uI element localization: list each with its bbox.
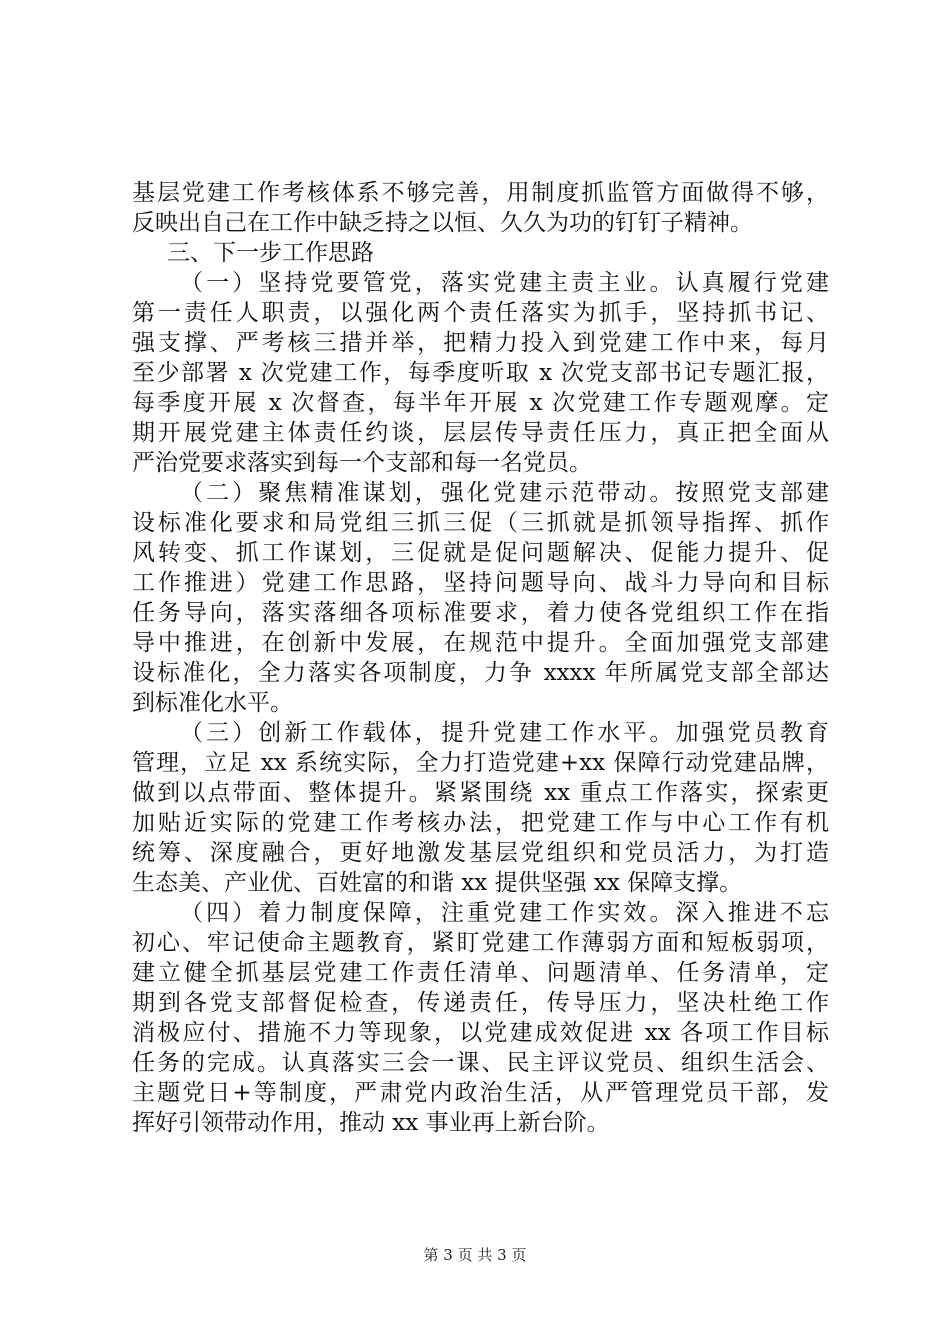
text-line: 期开展党建主体责任约谈，层层传导责任压力，真正把全面从 — [132, 420, 829, 446]
text-line: 建立健全抓基层党建工作责任清单、问题清单、任务清单，定 — [132, 960, 829, 986]
text-line: （二）聚焦精准谋划，强化党建示范带动。按照党支部建 — [180, 480, 829, 506]
text-line: 任务导向，落实落细各项标准要求，着力使各党组织工作在指 — [132, 600, 829, 626]
text-line: 期到各党支部督促检查，传递责任，传导压力，坚决杜绝工作 — [132, 990, 829, 1016]
text-line: 风转变、抓工作谋划，三促就是促问题解决、促能力提升、促 — [132, 540, 829, 566]
text-line: 强支撑、严考核三措并举，把精力投入到党建工作中来，每月 — [132, 330, 829, 356]
text-line: 三、下一步工作思路 — [167, 240, 374, 266]
text-line: 每季度开展 x 次督查，每半年开展 x 次党建工作专题观摩。定 — [132, 390, 829, 416]
document-body — [132, 178, 829, 1138]
text-line: 反映出自己在工作中缺乏持之以恒、久久为功的钉钉子精神。 — [132, 210, 753, 236]
text-line: 设标准化要求和局党组三抓三促（三抓就是抓领导指挥、抓作 — [132, 510, 829, 536]
text-line: 工作推进）党建工作思路，坚持问题导向、战斗力导向和目标 — [132, 570, 829, 596]
text-line: 设标准化，全力落实各项制度，力争 xxxx 年所属党支部全部达 — [132, 660, 829, 686]
paragraph — [132, 718, 829, 898]
text-line: （四）着力制度保障，注重党建工作实效。深入推进不忘 — [180, 900, 829, 926]
text-line: 挥好引领带动作用，推动 xx 事业再上新台阶。 — [132, 1110, 610, 1136]
page-number-footer: 第 3 页 共 3 页 — [423, 1246, 527, 1264]
text-line: 任务的完成。认真落实三会一课、民主评议党员、组织生活会、 — [132, 1050, 829, 1076]
text-line: 做到以点带面、整体提升。紧紧围绕 xx 重点工作落实，探索更 — [132, 780, 829, 806]
text-line: 主题党日+等制度，严肃党内政治生活，从严管理党员干部，发 — [132, 1080, 829, 1106]
text-line: 导中推进，在创新中发展，在规范中提升。全面加强党支部建 — [132, 630, 829, 656]
text-line: 生态美、产业优、百姓富的和谐 xx 提供坚强 xx 保障支撑。 — [132, 870, 743, 896]
paragraph — [132, 268, 829, 478]
text-line: 严治党要求落实到每一个支部和每一名党员。 — [132, 450, 592, 476]
paragraph — [132, 478, 829, 718]
paragraph — [132, 178, 829, 238]
text-line: （一）坚持党要管党，落实党建主责主业。认真履行党建 — [180, 270, 829, 296]
text-line: （三）创新工作载体，提升党建工作水平。加强党员教育 — [180, 720, 829, 746]
text-line: 加贴近实际的党建工作考核办法，把党建工作与中心工作有机 — [132, 810, 829, 836]
text-line: 到标准化水平。 — [132, 690, 293, 716]
text-line: 基层党建工作考核体系不够完善，用制度抓监管方面做得不够， — [132, 180, 829, 206]
section-heading — [132, 238, 829, 268]
text-line: 第一责任人职责，以强化两个责任落实为抓手，坚持抓书记、 — [132, 300, 829, 326]
text-line: 统筹、深度融合，更好地激发基层党组织和党员活力，为打造 — [132, 840, 829, 866]
text-line: 至少部署 x 次党建工作，每季度听取 x 次党支部书记专题汇报， — [132, 360, 829, 386]
text-line: 管理，立足 xx 系统实际，全力打造党建+xx 保障行动党建品牌， — [132, 750, 829, 776]
paragraph — [132, 898, 829, 1138]
text-line: 初心、牢记使命主题教育，紧盯党建工作薄弱方面和短板弱项， — [132, 930, 829, 956]
text-line: 消极应付、措施不力等现象，以党建成效促进 xx 各项工作目标 — [132, 1020, 829, 1046]
